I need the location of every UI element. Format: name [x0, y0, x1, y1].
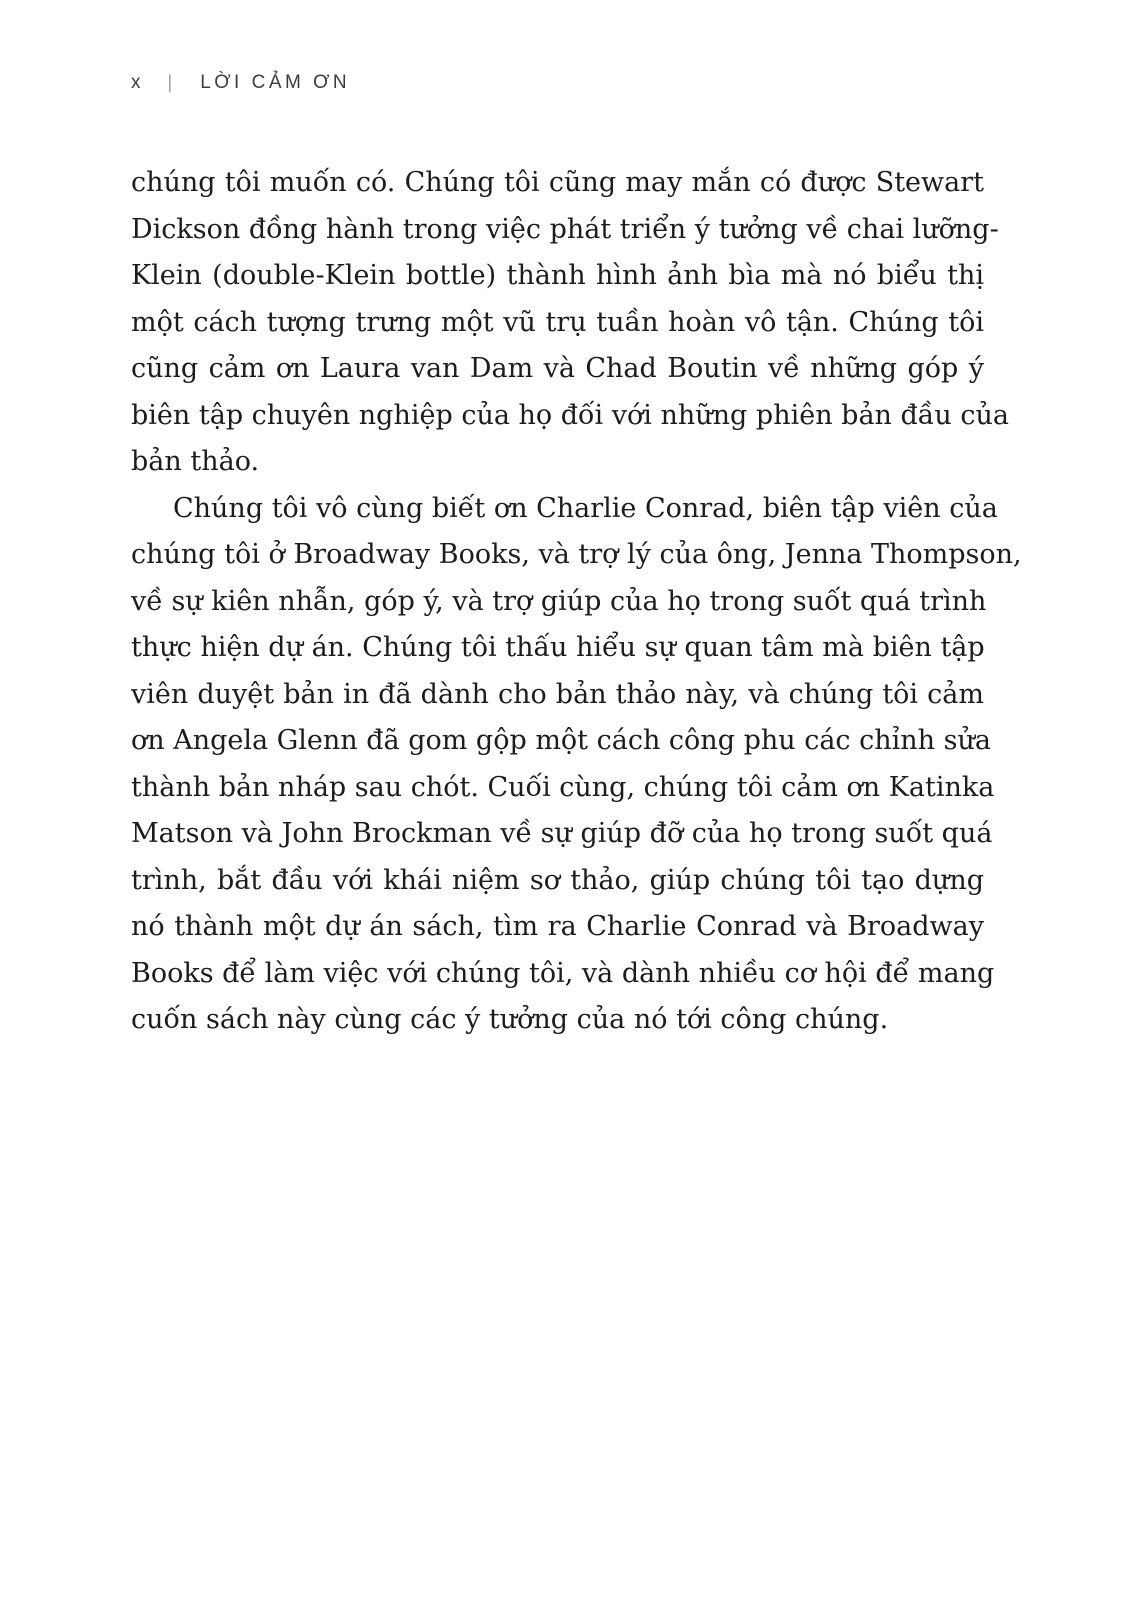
text-line: Klein (double-Klein bottle) thành hình ảnh bìa mà nó biểu thị [131, 260, 984, 291]
text-line: ơn Angela Glenn đã gom gộp một cách công phu các chỉnh sửa [131, 725, 991, 756]
text-line: trình, bắt đầu với khái niệm sơ thảo, giúp chúng tôi tạo dựng [131, 864, 984, 896]
running-header [131, 72, 350, 94]
text-line: thành bản nháp sau chót. Cuối cùng, chúng tôi cảm ơn Katinka [131, 771, 995, 803]
text-line: cuốn sách này cùng các ý tưởng của nó tới công chúng. [131, 1004, 889, 1035]
page-number: x [131, 72, 141, 93]
text-line: chúng tôi ở Broadway Books, và trợ lý của ông, Jenna Thompson, [131, 539, 1022, 570]
text-line: Chúng tôi vô cùng biết ơn Charlie Conrad, biên tập viên của [173, 492, 998, 524]
text-line: Dickson đồng hành trong việc phát triển ý tưởng về chai lưỡng- [131, 213, 999, 245]
text-body [131, 160, 1022, 1044]
text-line: cũng cảm ơn Laura van Dam và Chad Boutin về những góp ý [131, 353, 984, 384]
text-line: bản thảo. [131, 446, 260, 477]
text-line: biên tập chuyên nghiệp của họ đối với những phiên bản đầu của [131, 399, 1009, 431]
text-line: Books để làm việc với chúng tôi, và dành nhiều cơ hội để mang [131, 957, 995, 989]
text-line: một cách tượng trưng một vũ trụ tuần hoàn vô tận. Chúng tôi [131, 306, 984, 338]
text-line: thực hiện dự án. Chúng tôi thấu hiểu sự quan tâm mà biên tập [131, 632, 985, 663]
header-separator: | [167, 72, 173, 92]
paragraph [131, 486, 1022, 1044]
text-line: về sự kiên nhẫn, góp ý, và trợ giúp của họ trong suốt quá trình [131, 585, 987, 617]
running-title: LỜI CẢM ƠN [200, 72, 351, 93]
text-line: Matson và John Brockman về sự giúp đỡ của họ trong suốt quá [131, 818, 993, 849]
text-line: nó thành một dự án sách, tìm ra Charlie Conrad và Broadway [131, 911, 984, 942]
paragraph [131, 160, 1009, 486]
text-line: chúng tôi muốn có. Chúng tôi cũng may mắn có được Stewart [131, 167, 984, 198]
text-line: viên duyệt bản in đã dành cho bản thảo này, và chúng tôi cảm [131, 678, 984, 710]
